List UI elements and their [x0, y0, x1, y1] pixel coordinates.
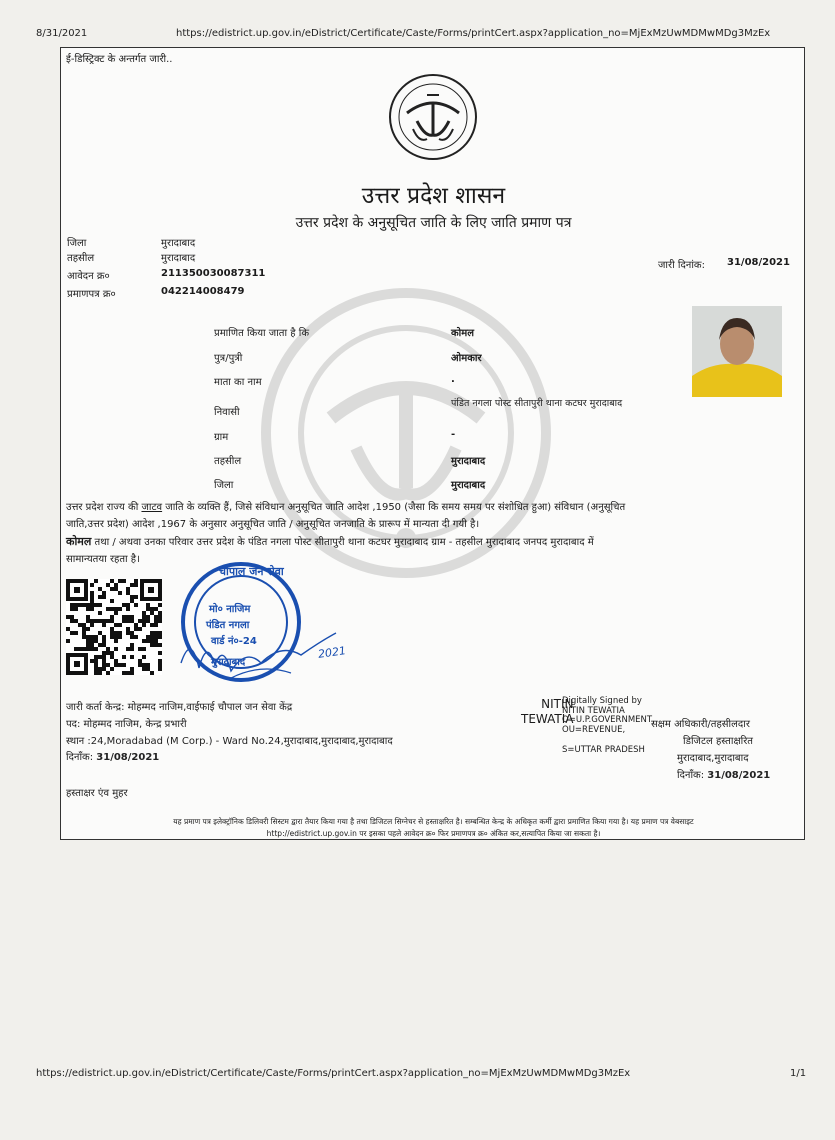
qr-module [142, 639, 146, 643]
qr-module [158, 643, 162, 647]
qr-module [106, 663, 110, 667]
qr-module [126, 627, 130, 631]
detail-label-child-of: पुत्र/पुत्री [214, 353, 243, 364]
qr-module [118, 591, 122, 595]
qr-module [126, 607, 130, 611]
handwritten-signature-icon [171, 623, 341, 693]
qr-module [94, 639, 98, 643]
qr-module [86, 643, 90, 647]
qr-module [130, 647, 134, 651]
qr-module [114, 659, 118, 663]
qr-module [142, 611, 146, 615]
applicant-photo [692, 306, 782, 397]
qr-module [122, 655, 126, 659]
qr-module [130, 631, 134, 635]
detail-value-address: पंडित नगला पोस्ट सीतापुरी थाना कटघर मुरादाबाद [451, 398, 623, 409]
qr-module [150, 631, 154, 635]
qr-module [86, 603, 90, 607]
qr-module [134, 579, 138, 583]
qr-module [158, 619, 162, 623]
qr-module [66, 627, 70, 631]
qr-module [146, 619, 150, 623]
qr-module [110, 655, 114, 659]
qr-module [130, 583, 134, 587]
qr-module [90, 659, 94, 663]
qr-module [154, 639, 158, 643]
qr-module [102, 623, 106, 627]
qr-module [78, 623, 82, 627]
detail-value-name: कोमल [451, 328, 475, 339]
qr-module [98, 619, 102, 623]
qr-module [114, 611, 118, 615]
qr-module [66, 615, 70, 619]
qr-module [130, 643, 134, 647]
seal-text-top: चौपाल जन सेवा [219, 565, 284, 578]
qr-module [114, 631, 118, 635]
qr-module [158, 651, 162, 655]
qr-module [86, 639, 90, 643]
qr-module [98, 655, 102, 659]
qr-module [154, 631, 158, 635]
signer-ou: OU=REVENUE, [562, 724, 626, 735]
qr-module [114, 623, 118, 627]
qr-module [82, 631, 86, 635]
detail-label-mother: माता का नाम [214, 377, 262, 388]
issuer-center-value: मोहम्मद नाजिम,वाईफाई चौपाल जन सेवा केंद्र [127, 702, 293, 713]
qr-module [126, 615, 130, 619]
qr-module [98, 587, 102, 591]
qr-module [150, 671, 154, 675]
qr-module [106, 583, 110, 587]
qr-module [70, 615, 74, 619]
qr-module [94, 655, 98, 659]
qr-module [150, 611, 154, 615]
qr-module [98, 603, 102, 607]
qr-module [114, 663, 118, 667]
qr-module [86, 619, 90, 623]
qr-module [94, 603, 98, 607]
qr-module [138, 647, 142, 651]
qr-module [126, 671, 130, 675]
qr-module [74, 619, 78, 623]
detail-value-district: मुरादाबाद [451, 480, 486, 491]
para2-line2: सामान्यतया रहता है। [66, 554, 140, 565]
qr-module [158, 615, 162, 619]
meta-label-certificate-no: प्रमाणपत्र क्र० [67, 289, 116, 300]
issuer-date [66, 749, 159, 763]
qr-module [82, 647, 86, 651]
qr-module [94, 619, 98, 623]
qr-module [142, 647, 146, 651]
qr-module [130, 655, 134, 659]
print-url-bottom[interactable]: https://edistrict.up.gov.in/eDistrict/Certificate/Caste/Forms/printCert.aspx?application_no=MjExMzUwMDMwMDg3MzEx [36, 1068, 631, 1079]
qr-module [158, 631, 162, 635]
certificate-frame [60, 47, 805, 840]
qr-module [118, 607, 122, 611]
qr-module [122, 603, 126, 607]
issuer-center [66, 699, 292, 713]
qr-module [134, 595, 138, 599]
detail-label-district: जिला [214, 480, 234, 491]
detail-label-certified: प्रमाणित किया जाता है कि [214, 328, 310, 339]
meta-label-application-no: आवेदन क्र० [67, 271, 110, 282]
qr-module [150, 623, 154, 627]
qr-module [94, 659, 98, 663]
issuer-date-value: 31/08/2021 [96, 752, 160, 763]
qr-module [110, 587, 114, 591]
qr-module [102, 643, 106, 647]
qr-module [86, 627, 90, 631]
qr-module [158, 663, 162, 667]
qr-module [154, 615, 158, 619]
qr-module [90, 647, 94, 651]
qr-module [134, 635, 138, 639]
qr-module [78, 603, 82, 607]
qr-module [74, 603, 78, 607]
qr-module [94, 663, 98, 667]
qr-module [106, 651, 110, 655]
qr-module [90, 583, 94, 587]
qr-module [134, 603, 138, 607]
detail-value-mother: . [451, 374, 455, 385]
qr-module [82, 623, 86, 627]
qr-module [110, 627, 114, 631]
qr-module [110, 667, 114, 671]
footnote-line2: http://edistrict.up.gov.in पर इसका पहले आवेदन क्र० फिर प्रमाणपत्र क्र० अंकित कर,सत्यापित किया जा सकता है। [266, 829, 601, 838]
qr-module [86, 615, 90, 619]
seal-text-village: पंडित नगला [206, 620, 250, 631]
person-silhouette-icon [692, 306, 782, 397]
qr-module [130, 599, 134, 603]
qr-module [134, 627, 138, 631]
qr-module [102, 639, 106, 643]
qr-module [114, 635, 118, 639]
qr-module [138, 663, 142, 667]
qr-module [130, 619, 134, 623]
page-count: 1/1 [790, 1068, 807, 1079]
qr-module [90, 595, 94, 599]
meta-label-tehsil: तहसील [67, 253, 95, 264]
qr-module [118, 635, 122, 639]
qr-module [90, 643, 94, 647]
qr-module [110, 635, 114, 639]
qr-module [150, 639, 154, 643]
qr-module [146, 603, 150, 607]
meta-value-district: मुरादाबाद [161, 238, 196, 249]
qr-module [138, 619, 142, 623]
signer-name-line2: TEWATIA [521, 712, 574, 726]
qr-module [118, 663, 122, 667]
detail-label-tehsil: तहसील [214, 456, 242, 467]
issuer-post-value: मोहम्मद नाजिम, केन्द्र प्रभारी [83, 719, 187, 730]
qr-module [82, 627, 86, 631]
qr-module [158, 635, 162, 639]
qr-module [158, 659, 162, 663]
qr-module [94, 635, 98, 639]
qr-module [110, 619, 114, 623]
issuer-post-label: पद: [66, 719, 81, 730]
qr-module [130, 667, 134, 671]
signer-name-line1: NITIN [541, 697, 574, 711]
signer-state: S=UTTAR PRADESH [562, 745, 645, 755]
detail-value-father: ओमकार [451, 353, 482, 364]
qr-module [70, 603, 74, 607]
up-emblem-icon [387, 73, 479, 161]
qr-module [154, 607, 158, 611]
qr-module [146, 663, 150, 667]
qr-module [122, 663, 126, 667]
seal-text-city: मुरादाबाद [211, 657, 246, 668]
qr-module [102, 635, 106, 639]
qr-module [114, 587, 118, 591]
qr-module [66, 639, 70, 643]
issuer-place-label: स्थान : [66, 736, 91, 747]
digital-sign-details [562, 697, 655, 735]
qr-module [98, 611, 102, 615]
qr-module [118, 623, 122, 627]
qr-module [122, 615, 126, 619]
qr-module [158, 667, 162, 671]
header-note: ई-डिस्ट्रिक्ट के अन्तर्गत जारी.. [66, 54, 173, 65]
qr-module [110, 651, 114, 655]
para1-line1: जाति के व्यक्ति हैं, जिसे संविधान अनुसूचित जाति आदेश ,1950 (जैसा कि समय समय पर संशोधित हुआ) संविधान (अनुसूचित [162, 502, 626, 513]
issuer-center-label: जारी कर्ता केन्द्र: [66, 702, 125, 713]
qr-module [138, 627, 142, 631]
issuer-post [66, 716, 187, 730]
para1-prefix: उत्तर प्रदेश राज्य की [66, 502, 142, 513]
qr-module [106, 607, 110, 611]
qr-module [90, 619, 94, 623]
qr-module [154, 635, 158, 639]
qr-module [110, 607, 114, 611]
qr-module [126, 647, 130, 651]
qr-module [142, 655, 146, 659]
signed-by-label: Digitally Signed by [562, 696, 642, 706]
qr-module [90, 623, 94, 627]
qr-module [90, 599, 94, 603]
seal-text-ward: वार्ड नं०-24 [211, 636, 257, 647]
qr-module [150, 643, 154, 647]
qr-module [118, 631, 122, 635]
qr-module [110, 579, 114, 583]
qr-module [74, 647, 78, 651]
print-date: 8/31/2021 [36, 28, 88, 39]
qr-module [146, 639, 150, 643]
qr-module [146, 615, 150, 619]
qr-module [122, 619, 126, 623]
detail-value-village: - [451, 429, 456, 440]
para2-name: कोमल [66, 535, 92, 548]
seal-sign-date: 2021 [317, 644, 347, 661]
qr-module [74, 631, 78, 635]
issuer-place-value: 24,Moradabad (M Corp.) - Ward No.24,मुरादाबाद,मुरादाबाद,मुरादाबाद [90, 736, 393, 747]
qr-module [154, 643, 158, 647]
qr-module [102, 591, 106, 595]
meta-value-tehsil: मुरादाबाद [161, 253, 196, 264]
qr-module [110, 615, 114, 619]
qr-module [98, 671, 102, 675]
qr-module [126, 603, 130, 607]
qr-module [90, 607, 94, 611]
qr-module [94, 579, 98, 583]
qr-module [130, 671, 134, 675]
authority-date-value: 31/08/2021 [707, 770, 771, 781]
signer-full-name: NITIN TEWATIA [562, 705, 625, 716]
detail-value-tehsil: मुरादाबाद [451, 456, 486, 467]
issue-date-label: जारी दिनांक: [658, 260, 705, 271]
qr-module [134, 623, 138, 627]
qr-module [114, 647, 118, 651]
qr-module [86, 647, 90, 651]
qr-module [78, 647, 82, 651]
qr-module [70, 631, 74, 635]
qr-module [94, 671, 98, 675]
meta-value-application-no: 211350030087311 [161, 268, 266, 279]
qr-module [146, 667, 150, 671]
qr-module [70, 607, 74, 611]
certificate-subtitle: उत्तर प्रदेश के अनुसूचित जाति के लिए जाति प्रमाण पत्र [295, 215, 572, 231]
qr-module [142, 667, 146, 671]
qr-module [98, 667, 102, 671]
qr-module [130, 595, 134, 599]
qr-module [150, 635, 154, 639]
sign-seal-label: हस्ताक्षर एंव मुहर [66, 788, 128, 799]
qr-module [106, 647, 110, 651]
qr-code [66, 579, 162, 675]
caste-paragraph [66, 499, 801, 568]
qr-module [90, 639, 94, 643]
qr-module [102, 655, 106, 659]
qr-module [90, 603, 94, 607]
qr-module [114, 639, 118, 643]
authority-place: मुरादाबाद,मुरादाबाद [677, 753, 749, 764]
qr-module [118, 579, 122, 583]
issue-date: 31/08/2021 [727, 257, 790, 268]
qr-module [102, 659, 106, 663]
qr-module [90, 591, 94, 595]
seal-text-name: मो० नाजिम [209, 604, 251, 615]
authority-date [677, 767, 770, 781]
qr-module [74, 607, 78, 611]
qr-module [130, 615, 134, 619]
qr-module [126, 591, 130, 595]
qr-module [138, 659, 142, 663]
qr-module [130, 635, 134, 639]
qr-module [114, 583, 118, 587]
signer-org: O=U.P.GOVERNMENT, [562, 715, 655, 725]
qr-module [106, 619, 110, 623]
qr-module [122, 671, 126, 675]
qr-module [158, 603, 162, 607]
qr-module [102, 667, 106, 671]
detail-label-village: ग्राम [214, 432, 229, 443]
qr-module [126, 619, 130, 623]
qr-module [158, 611, 162, 615]
qr-module [114, 607, 118, 611]
qr-module [90, 635, 94, 639]
qr-module [146, 635, 150, 639]
qr-module [82, 635, 86, 639]
qr-module [142, 663, 146, 667]
qr-module [110, 599, 114, 603]
qr-module [150, 607, 154, 611]
qr-module [98, 643, 102, 647]
qr-module [102, 663, 106, 667]
qr-module [70, 619, 74, 623]
qr-module [154, 623, 158, 627]
issuer-date-label: दिनाँक: [66, 752, 94, 763]
meta-label-district: जिला [67, 238, 87, 249]
digitally-signed-label: डिजिटल हस्ताक्षरित [683, 736, 753, 747]
qr-module [126, 587, 130, 591]
qr-module [110, 631, 114, 635]
issuer-place [66, 733, 393, 747]
qr-module [146, 607, 150, 611]
qr-module [102, 619, 106, 623]
qr-module [142, 619, 146, 623]
para2-line1: तथा / अथवा उनका परिवार उत्तर प्रदेश के पंडित नगला पोस्ट सीतापुरी थाना कटघर मुरादाबाद ग्राम - तहसील मुरादाबाद जनपद मुरादाबाद में [91, 537, 594, 548]
authority-date-label: दिनाँक: [677, 770, 705, 781]
qr-module [142, 615, 146, 619]
footnote-line1: यह प्रमाण पत्र इलेक्ट्रॉनिक डिलिवरी सिस्टम द्वारा तैयार किया गया है तथा डिजिटल सिग्नेचर से हस्ताक्षरित है। सम्बन्धित केन्द्र के अधिकृत कर्मी द्वारा प्रमाणित किया गया है। यह प्रमाण पत्र वेबसाइट [173, 817, 694, 826]
qr-module [94, 647, 98, 651]
qr-module [98, 595, 102, 599]
caste-name: जाटव [141, 502, 163, 513]
detail-label-resident: निवासी [214, 407, 240, 418]
authority-role: सक्षम अधिकारी/तहसीलदार [651, 719, 750, 730]
qr-module [134, 583, 138, 587]
qr-module [102, 651, 106, 655]
qr-module [82, 603, 86, 607]
qr-module [86, 635, 90, 639]
qr-module [126, 631, 130, 635]
print-url-top[interactable]: https://edistrict.up.gov.in/eDistrict/Certificate/Caste/Forms/printCert.aspx?application_no=MjExMzUwMDMwMDg3MzEx [176, 28, 771, 39]
qr-module [106, 671, 110, 675]
certificate-title: उत्तर प्रदेश शासन [361, 183, 506, 209]
meta-value-certificate-no: 042214008479 [161, 286, 245, 297]
para1-line2: जाति,उत्तर प्रदेश) आदेश ,1967 के अनुसार अनुसूचित जाति / अनुसूचित जनजाति के प्रारूप में मान्यता दी गयी है। [66, 519, 480, 530]
qr-module [94, 667, 98, 671]
qr-module [142, 623, 146, 627]
qr-module [122, 579, 126, 583]
qr-module [98, 631, 102, 635]
qr-module [102, 595, 106, 599]
qr-module [86, 607, 90, 611]
qr-module [154, 619, 158, 623]
